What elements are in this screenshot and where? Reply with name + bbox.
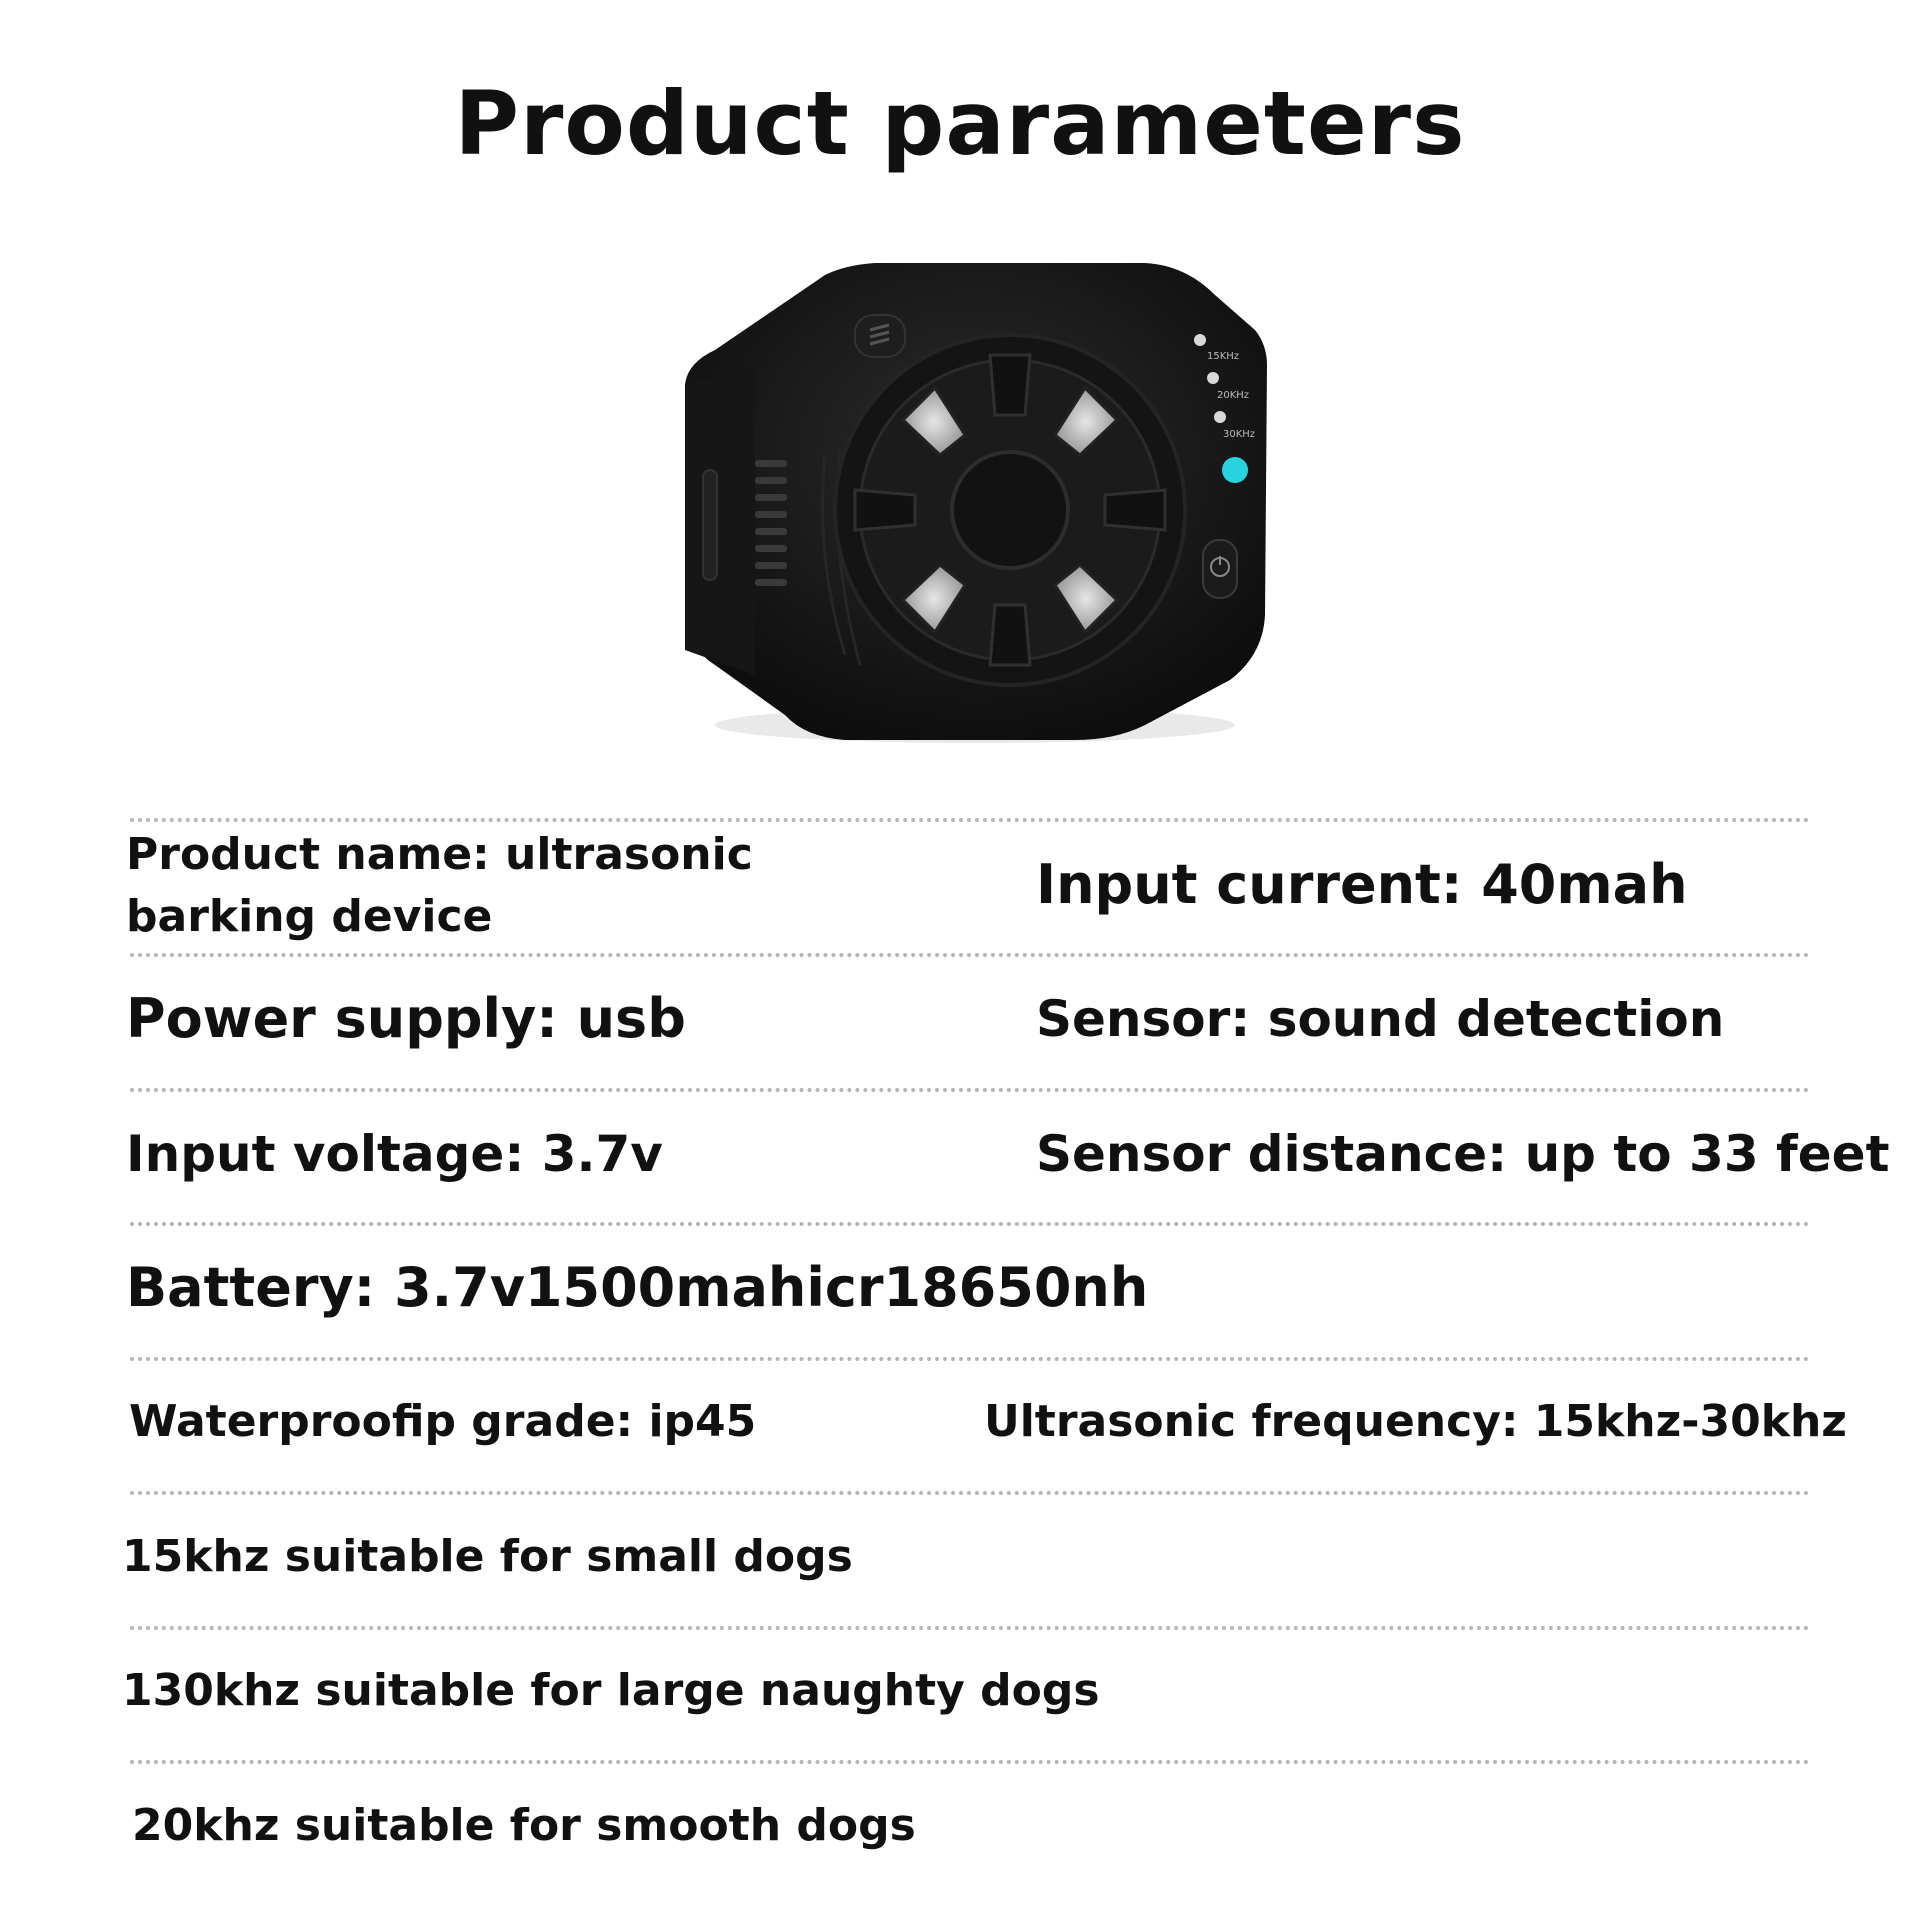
divider [130,1760,1810,1764]
svg-text:20KHz: 20KHz [1217,390,1250,401]
svg-text:15KHz: 15KHz [1207,351,1240,362]
spec-product-name-line2: barking device [126,891,493,942]
divider [130,1626,1810,1630]
spec-input-voltage: Input voltage: 3.7v [126,1125,663,1183]
divider [130,818,1810,822]
divider [130,1357,1810,1361]
divider [130,953,1810,957]
ultrasonic-device-image [675,255,1275,755]
note-20khz: 20khz suitable for smooth dogs [132,1800,916,1851]
spec-input-current: Input current: 40mah [1036,853,1688,916]
spec-power-supply: Power supply: usb [126,987,686,1050]
spec-product-name [126,824,753,948]
divider [130,1222,1810,1226]
note-15khz: 15khz suitable for small dogs [122,1531,853,1582]
divider [130,1088,1810,1092]
spec-battery: Battery: 3.7v1500mahicr18650nh [126,1256,1149,1319]
note-130khz: 130khz suitable for large naughty dogs [122,1665,1100,1716]
spec-sensor-distance: Sensor distance: up to 33 feet [1036,1125,1890,1183]
spec-sensor: Sensor: sound detection [1036,990,1725,1048]
divider [130,1491,1810,1495]
spec-product-name-line1: Product name: ultrasonic [126,829,753,880]
spec-frequency: Ultrasonic frequency: 15khz-30khz [984,1396,1847,1447]
spec-waterproof: Waterproofip grade: ip45 [129,1396,757,1447]
page-title: Product parameters [454,72,1466,175]
svg-text:30KHz: 30KHz [1223,429,1256,440]
